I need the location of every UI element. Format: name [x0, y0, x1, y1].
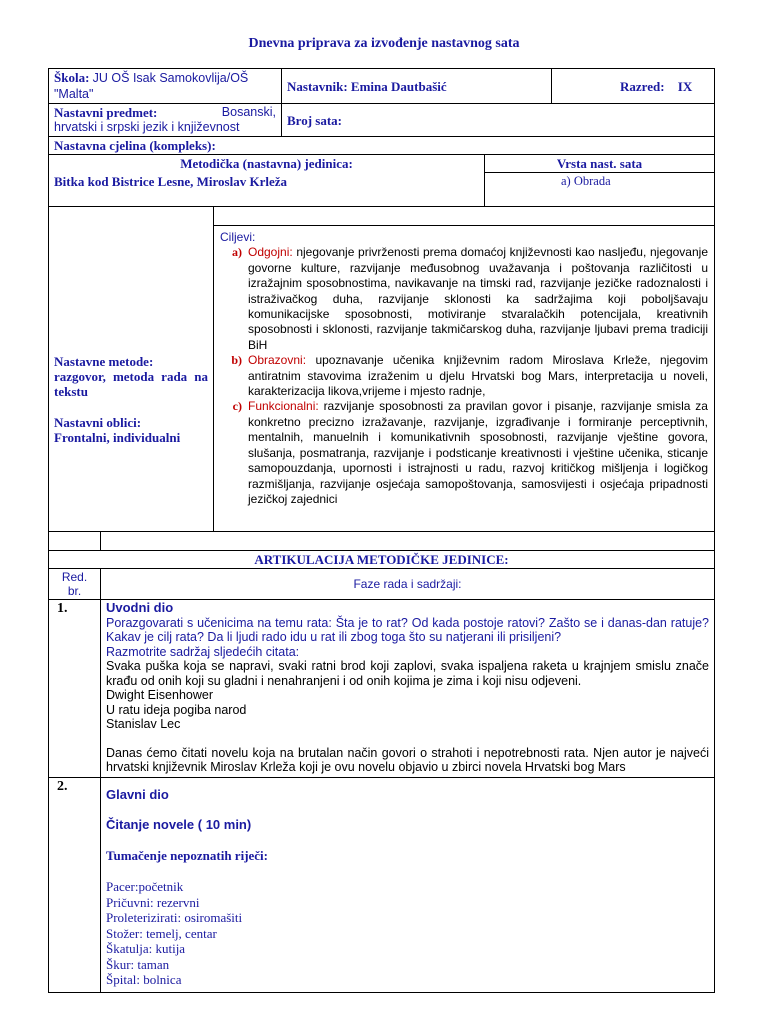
goal-item [220, 399, 708, 507]
column-number-header: Red. br. [49, 569, 101, 600]
school-label: Škola: [54, 70, 90, 85]
subject-cell [49, 104, 282, 137]
goal-marker: b) [231, 353, 242, 368]
glossary-item: Škatulja: kutija [106, 941, 186, 956]
unit-table [48, 154, 715, 207]
glossary-item: Proleterizirati: osiromašiti [106, 910, 243, 925]
articulation-table [48, 531, 715, 993]
quote-author-1: Dwight Eisenhower [106, 688, 213, 702]
quote-author-2: Stanislav Lec [106, 717, 181, 731]
glossary-item: Stožer: temelj, centar [106, 925, 217, 941]
lesson-type-value: a) Obrada [485, 173, 715, 207]
subject-value: Bosanski, [221, 105, 276, 119]
methods-cell [49, 207, 214, 532]
method-unit-label: Metodička (nastavna) jedinica: [49, 155, 485, 173]
goal-marker: a) [232, 245, 242, 260]
glossary-title: Tumačenje nepoznatih riječi: [106, 847, 268, 863]
column-phases-header: Faze rada i sadržaji: [101, 569, 715, 600]
articulation-title: ARTIKULACIJA METODIČKE JEDINICE: [49, 551, 715, 569]
glossary-item: Špital: bolnica [106, 972, 182, 987]
goal-label: Odgojni: [248, 245, 293, 260]
goals-table [48, 206, 715, 532]
lesson-plan-sheet [48, 68, 714, 993]
school-cell [49, 69, 282, 104]
forms-value: Frontalni, individualni [54, 429, 181, 445]
section-main [101, 777, 715, 992]
section-title: Uvodni dio [106, 600, 174, 615]
unit-complex: Nastavna cjelina (kompleks): [49, 137, 715, 155]
goal-label: Funkcionalni: [248, 399, 319, 414]
section-intro [101, 600, 715, 778]
glossary-item: Pacer:početnik [106, 879, 184, 894]
gap-cell [101, 532, 715, 551]
lesson-type-label: Vrsta nast. sata [485, 155, 715, 173]
quotes-intro: Razmotrite sadržaj sljedećih citata: [106, 644, 300, 659]
goal-text: njegovanje privrženosti prema domaćoj književnosti kao nasljeđu, njegovanje govorne kulture, razvijanje međusobnog uvažavanja i poštovanja različitosti u izražajnim sposobnostima, navikavanje na timski rad, razvijanje jezičke radoznalosti i istraživačkog duha, razvijanje sklonosti ka sadržajima koji poboljšavaju komunikacijske sposobnosti, motiviranje stvaralačkih potencijala, kreativnih sposobnosti i sklonosti, razvijanje takmičarskog duha, razvijanje ljubavi prema tradiciji BiH [248, 245, 708, 352]
goal-label: Obrazovni: [248, 353, 307, 368]
teacher-cell: Nastavnik: Emina Dautbašić [282, 69, 552, 104]
school-name-2: "Malta" [54, 87, 94, 101]
quote-1: Svaka puška koja se napravi, svaki ratni brod koji zaplovi, svaka ispaljena raketa u krajnjem smislu znače krađu od onih koji su gladni i nenahranjeni i od onih kojima je zima i koji nisu odjeveni. [106, 659, 709, 688]
glossary-item: Škur: taman [106, 956, 170, 972]
intro-closing: Danas ćemo čitati novelu koja na brutalan način govori o strahoti i nepotrebnosti rata. Njen autor je najveći hrvatski književnik Miroslav Krleža koji je ovu novelu objavio u zbirci novela Hrvatski bog Mars [106, 745, 709, 774]
goals-title: Ciljevi: [220, 230, 256, 244]
grade-cell [552, 69, 715, 104]
goal-item [220, 353, 708, 399]
quote-2: U ratu ideja pogiba narod [106, 702, 247, 717]
reading-step: Čitanje novele ( 10 min) [106, 817, 252, 832]
spacer-cell [214, 207, 715, 226]
goal-text: upoznavanje učenika književnim radom Miroslava Krleže, njegovim antiratnim stavovima izraženim u djelu Hrvatski bog Mars, interpretacija u noveli, karakterizacija likova,vrijeme i mjesto radnje, [248, 353, 708, 399]
goal-item [220, 245, 708, 353]
intro-questions: Porazgovarati s učenicima na temu rata: Šta je to rat? Od kada postoje ratovi? Zašto se i danas-dan ratuje? Kakav je cilj rata? Da li ljudi rado idu u rat ili zbog toga što su natjerani ili prisiljeni? [106, 615, 709, 644]
school-name: JU OŠ Isak Samokovlija/OŠ [92, 71, 249, 85]
section-number: 2. [49, 777, 101, 992]
goal-marker: c) [232, 399, 242, 414]
glossary-item: Pričuvni: rezervni [106, 894, 200, 910]
subject-label: Nastavni predmet: [54, 105, 158, 120]
grade-value: IX [677, 78, 693, 94]
methods-label: Nastavne metode: [54, 353, 154, 369]
section-title: Glavni dio [106, 786, 169, 802]
subject-value-2: hrvatski i srpski jezik i književnost [54, 120, 240, 134]
methods-value: razgovor, metoda rada na tekstu [54, 368, 208, 399]
goal-text: razvijanje sposobnosti za pravilan govor i pisanje, razvijanje smisla za konkretno precizno izražavanje, razvijanje, izgrađivanje i formiranje perceptivnih, mentalnih, manuelnih i komunikativnih sposobnosti, razvijanje vještine govora, slušanja, posmatranja, razvijanje i podsticanje kreativnosti i vještine učenika, sticanje samopouzdanja, upornosti i istrajnosti u radu, razvoj kritičkog mišljenja i logičkog razmišljanja, razvijanje osjećaja samopoštovanja, samosvijesti i osjećaja pripadnosti jezičkoj zajednici [248, 399, 708, 506]
lesson-number: Broj sata: [282, 104, 715, 137]
method-unit-value: Bitka kod Bistrice Lesne, Miroslav Krleža [49, 173, 485, 207]
page-title: Dnevna priprava za izvođenje nastavnog sata [248, 36, 520, 51]
goals-cell [214, 226, 715, 532]
gap-cell [49, 532, 101, 551]
section-number: 1. [49, 600, 101, 778]
forms-label: Nastavni oblici: [54, 414, 142, 430]
header-table [48, 68, 715, 155]
grade-label: Razred: [620, 78, 665, 94]
